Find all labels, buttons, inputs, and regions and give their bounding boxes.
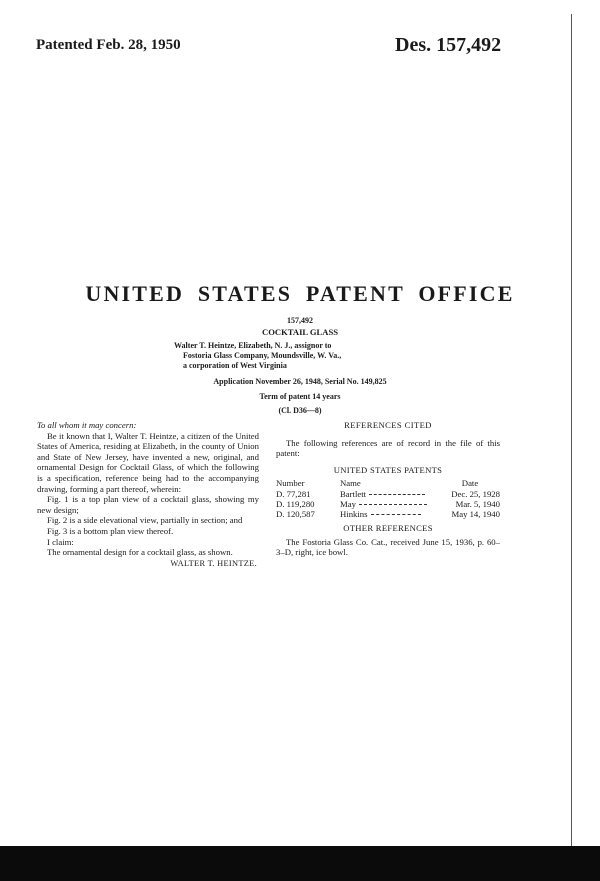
specification-column <box>37 420 259 569</box>
references-column <box>276 420 500 558</box>
design-number: Des. 157,492 <box>395 34 502 56</box>
table-row <box>276 489 500 499</box>
references-intro: The following references are of record in the file of this patent: <box>276 437 500 459</box>
us-patents-table <box>276 478 500 519</box>
ref-number: D. 120,587 <box>276 508 315 519</box>
ref-number: D. 77,281 <box>276 488 311 499</box>
ref-name: May <box>340 498 356 509</box>
ref-name-cell <box>340 499 440 509</box>
inventor-line-3: a corporation of West Virginia <box>183 361 287 370</box>
references-heading: REFERENCES CITED <box>344 420 432 430</box>
table-row <box>276 499 500 509</box>
ref-date: Mar. 5, 1940 <box>455 498 500 509</box>
claim-intro: I claim: <box>47 536 74 547</box>
column-header-date: Date <box>461 478 479 489</box>
scan-bottom-band <box>0 846 600 881</box>
leader-dots <box>371 514 421 515</box>
salutation: To all whom it may concern: <box>37 420 137 430</box>
leader-dots <box>369 494 425 495</box>
application-line: Application November 26, 1948, Serial No. 149,825 <box>213 377 387 386</box>
page-edge-rule <box>571 14 572 860</box>
ref-date: May 14, 1940 <box>451 508 500 519</box>
fig1-description: Fig. 1 is a top plan view of a cocktail glass, showing my new design; <box>37 494 259 515</box>
fig2-description: Fig. 2 is a side elevational view, partially in section; and <box>47 515 243 526</box>
column-header-name: Name <box>340 478 361 489</box>
classification: (Cl. D36—8) <box>278 406 322 415</box>
ref-number: D. 119,280 <box>276 498 315 509</box>
us-patents-heading: UNITED STATES PATENTS <box>333 464 443 475</box>
office-title: UNITED STATES PATENT OFFICE <box>85 281 515 306</box>
inventor-line-2: Fostoria Glass Company, Moundsville, W. Va., <box>183 351 342 360</box>
table-row <box>276 509 500 519</box>
claim-text: The ornamental design for a cocktail glass, as shown. <box>47 547 233 558</box>
term-line: Term of patent 14 years <box>259 392 341 401</box>
ref-name: Bartlett <box>340 488 367 499</box>
inventor-signature: WALTER T. HEINTZE. <box>170 558 257 568</box>
ref-name-cell <box>340 489 440 499</box>
fig3-description: Fig. 3 is a bottom plan view thereof. <box>47 525 174 536</box>
table-header-row <box>276 478 500 488</box>
inventor-line-1: Walter T. Heintze, Elizabeth, N. J., assignor to <box>174 341 332 350</box>
intro-paragraph: Be it known that I, Walter T. Heintze, a citizen of the United States of America, residing at Elizabeth, in the county of Union and State of New Jersey, have invented a new, original, and ornamental Design for Cocktail Glass, of which the following is a specification, reference being had to the accompanying drawing, forming a part thereof, wherein: <box>37 430 259 494</box>
column-header-number: Number <box>276 478 305 489</box>
leader-dots <box>359 504 427 505</box>
patented-date: Patented Feb. 28, 1950 <box>36 37 181 53</box>
ref-name: Hinkins <box>340 508 368 519</box>
other-references-heading: OTHER REFERENCES <box>343 523 433 534</box>
ref-name-cell <box>340 509 440 519</box>
article-title: COCKTAIL GLASS <box>261 327 338 337</box>
other-references-text: The Fostoria Glass Co. Cat., received June 15, 1936, p. 60–3–D, right, ice bowl. <box>276 536 500 558</box>
patent-number: 157,492 <box>287 316 313 325</box>
ref-date: Dec. 25, 1928 <box>451 488 500 499</box>
